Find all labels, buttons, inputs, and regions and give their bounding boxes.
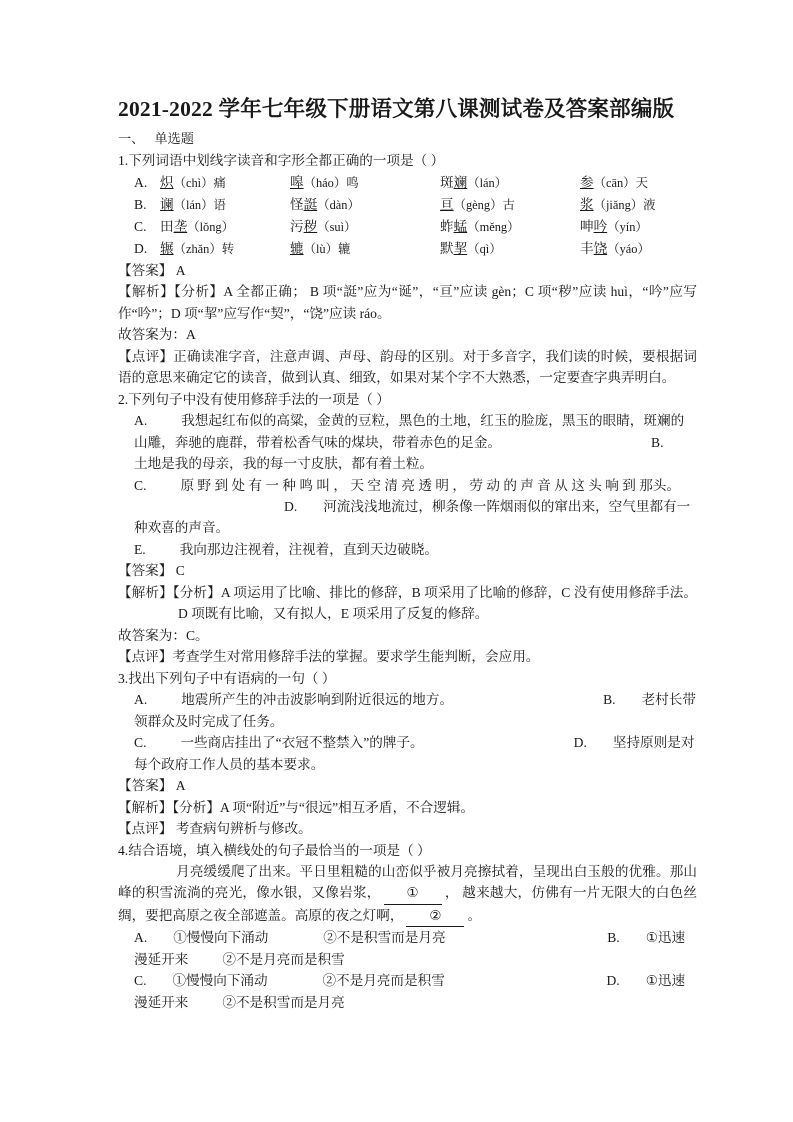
question-2-analysis bbox=[118, 582, 697, 625]
pinyin-cell bbox=[440, 194, 580, 216]
question-3-option-a bbox=[118, 689, 697, 732]
pinyin-cell bbox=[580, 172, 710, 194]
question-3-comment: 【点评】 考查病句辨析与修改。 bbox=[118, 821, 312, 837]
option-label: B. bbox=[607, 930, 620, 946]
pinyin-underlined-char: 炽 bbox=[160, 174, 174, 190]
option-label: A. bbox=[134, 930, 148, 946]
option-text-first: ①迅速漫延开来 bbox=[134, 973, 686, 1010]
pinyin-reading: （suì） bbox=[317, 219, 357, 234]
option-label: A. bbox=[134, 174, 148, 190]
option-text-second: ②不是月亮而是积雪 bbox=[222, 951, 345, 967]
pinyin-underlined-char: 斓 bbox=[453, 174, 468, 190]
question-1-analysis: 【解析】【分析】A 全都正确； B 项“誔”应为“诞”，“亘”应读 gèn；C 项“秽”应读 huì，“吟”应写作“吟”；D 项“挈”应写作“契”，“饶”应读 ráo。 bbox=[118, 284, 697, 321]
option-label: D. bbox=[284, 499, 298, 515]
pinyin-reading: （lán）语 bbox=[173, 197, 226, 212]
pinyin-underlined-char: 嗥 bbox=[290, 174, 304, 190]
pinyin-cell bbox=[580, 194, 710, 216]
question-3-answer: 【答案】 A bbox=[118, 778, 186, 794]
question-4-stem: 4.结合语境，填入横线处的句子最恰当的一项是（ ） bbox=[118, 842, 431, 858]
question-1-comment: 【点评】正确读准字音，注意声调、声母、韵母的区别。对于多音字，我们读的时候，要根据词语的意思来确定它的读音，做到认真、细致，如果对某个字不大熟悉，一定要查字典弄明白。 bbox=[118, 348, 697, 386]
question-3-stem: 3.找出下列句子中有语病的一句（ ） bbox=[118, 670, 336, 686]
pinyin-pre: 默 bbox=[440, 240, 454, 256]
pinyin-underlined-char: 亘 bbox=[440, 196, 454, 212]
question-1-option-a bbox=[118, 172, 697, 194]
passage-part-2: 那山峰的积雪流淌的亮光，像水银，又像岩浆， bbox=[118, 863, 698, 901]
pinyin-pre: 污 bbox=[290, 218, 304, 234]
section-label: 单选题 bbox=[154, 130, 194, 146]
question-3-analysis: 【解析】【分析】A 项“附近”与“很远”相互矛盾，不合逻辑。 bbox=[118, 799, 475, 815]
question-1-option-c bbox=[118, 216, 697, 238]
option-label: D. bbox=[573, 735, 587, 751]
question-4-passage bbox=[118, 861, 697, 927]
pinyin-cell bbox=[160, 172, 290, 194]
pinyin-reading: （yáo） bbox=[607, 241, 650, 256]
question-2-stem: 2.下列句子中没有使用修辞手法的一项是（ ） bbox=[118, 391, 390, 407]
option-text: 土地是我的母亲，我的每一寸皮肤，都有着土粒。 bbox=[134, 456, 434, 472]
pinyin-cell bbox=[580, 216, 710, 238]
page-title: 2021-2022 学年七年级下册语文第八课测试卷及答案部编版 bbox=[118, 97, 675, 121]
pinyin-pre: 怪 bbox=[290, 196, 304, 212]
option-label: A. bbox=[134, 692, 148, 708]
pinyin-underlined-char: 浆 bbox=[580, 196, 594, 212]
pinyin-underlined-char: 辘 bbox=[290, 240, 304, 256]
option-text: 我向那边注视着，注视着，直到天边破晓。 bbox=[179, 541, 438, 557]
pinyin-cell bbox=[440, 238, 580, 260]
option-text: 原 野 到 处 有 一 种 鸣 叫 ， 天 空 清 亮 透 明 ， 劳 动 的 声 音 从 这 头 响 到 那头。 bbox=[180, 477, 681, 493]
pinyin-cell bbox=[580, 238, 710, 260]
pinyin-reading: （chì）痛 bbox=[173, 175, 226, 190]
pinyin-cell bbox=[440, 172, 580, 194]
option-label: D. bbox=[606, 973, 620, 989]
option-label: B. bbox=[134, 196, 147, 212]
option-text: 地震所产生的冲击波影响到附近很远的地方。 bbox=[181, 692, 454, 708]
pinyin-reading: （dàn） bbox=[317, 197, 360, 212]
pinyin-reading: （háo）鸣 bbox=[303, 175, 359, 190]
pinyin-reading: （cān）天 bbox=[593, 175, 648, 190]
pinyin-reading: （lán） bbox=[467, 175, 508, 190]
pinyin-underlined-char: 誔 bbox=[303, 196, 318, 212]
question-1-option-b bbox=[118, 194, 697, 216]
question-2-conclusion: 故答案为：C。 bbox=[118, 627, 209, 643]
passage-part-4: 。 bbox=[467, 907, 482, 923]
option-text: 我想起红布似的高粱，金黄的豆粒，黑色的土地，红玉的脸庞，黑玉的眼睛，斑斓的山雕，奔驰的鹿群，带着松香气味的煤块，带着赤色的足金。 bbox=[134, 413, 685, 450]
passage-part-1: 月亮缓缓爬了出来。平日里粗糙的山峦似乎被月亮擦拭着，呈现出白玉般的优雅。 bbox=[176, 863, 670, 879]
option-text-second: ②不是月亮而是积雪 bbox=[322, 973, 445, 989]
pinyin-underlined-char: 垄 bbox=[173, 218, 188, 234]
blank-1[interactable]: ① bbox=[384, 882, 442, 904]
section-number: 一、 bbox=[118, 130, 145, 146]
option-text: 河流浅浅地流过，柳条像一阵烟雨似的窜出来，空气里都有一种欢喜的声音。 bbox=[134, 499, 691, 536]
blank-2[interactable]: ② bbox=[406, 905, 464, 927]
pinyin-cell bbox=[290, 238, 440, 260]
pinyin-underlined-char: 参 bbox=[580, 174, 594, 190]
question-4-option-c bbox=[118, 970, 697, 1013]
pinyin-reading: （zhǎn）转 bbox=[173, 241, 235, 256]
question-2-option-e bbox=[118, 539, 697, 560]
analysis-part-2: D 项既有比喻，又有拟人，E 项采用了反复的修辞。 bbox=[178, 606, 489, 622]
option-text-second: ②不是积雪而是月亮 bbox=[323, 930, 446, 946]
option-text-first: ①慢慢向下涌动 bbox=[172, 973, 268, 989]
pinyin-underlined-char: 蜢 bbox=[453, 218, 468, 234]
pinyin-underlined-char: 饶 bbox=[593, 240, 608, 256]
question-1-stem: 1.下列词语中划线字读音和字形全都正确的一项是（ ） bbox=[118, 153, 445, 169]
pinyin-cell bbox=[290, 216, 440, 238]
question-2-option-c bbox=[118, 475, 697, 539]
pinyin-underlined-char: 秽 bbox=[303, 218, 318, 234]
option-text-first: ①慢慢向下涌动 bbox=[173, 930, 269, 946]
pinyin-pre: 蚱 bbox=[440, 218, 454, 234]
question-2-option-a bbox=[118, 410, 697, 474]
option-label: C. bbox=[134, 973, 147, 989]
pinyin-cell bbox=[160, 238, 290, 260]
question-1-answer: 【答案】 A bbox=[118, 262, 186, 278]
pinyin-cell bbox=[440, 216, 580, 238]
pinyin-pre: 丰 bbox=[580, 240, 594, 256]
option-label: C. bbox=[134, 735, 147, 751]
pinyin-underlined-char: 谰 bbox=[160, 196, 174, 212]
pinyin-underlined-char: 吟 bbox=[593, 218, 608, 234]
question-4-option-a bbox=[118, 927, 697, 970]
pinyin-underlined-char: 挈 bbox=[453, 240, 468, 256]
option-text: 一些商店挂出了“衣冠不整禁入”的牌子。 bbox=[180, 735, 424, 751]
question-1-option-d bbox=[118, 238, 697, 260]
option-label: B. bbox=[603, 692, 616, 708]
option-text-first: ①迅速漫延开来 bbox=[134, 930, 686, 967]
pinyin-reading: （lǒng） bbox=[187, 219, 234, 234]
option-label: B. bbox=[651, 434, 664, 450]
pinyin-reading: （lù）辘 bbox=[303, 241, 351, 256]
option-label: C. bbox=[134, 477, 147, 493]
option-label: A. bbox=[134, 413, 148, 429]
pinyin-cell bbox=[160, 216, 290, 238]
option-text: 老村长带领群众及时完成了任务。 bbox=[134, 692, 696, 729]
option-text: 坚持原则是对每个政府工作人员的基本要求。 bbox=[134, 735, 695, 772]
pinyin-reading: （gèng）古 bbox=[453, 197, 515, 212]
option-label: D. bbox=[134, 240, 148, 256]
pinyin-underlined-char: 辗 bbox=[160, 240, 174, 256]
pinyin-reading: （qì） bbox=[467, 241, 502, 256]
option-label: C. bbox=[134, 218, 147, 234]
pinyin-cell bbox=[290, 194, 440, 216]
question-2-comment: 【点评】考查学生对常用修辞手法的掌握。要求学生能判断，会应用。 bbox=[118, 649, 540, 665]
section-heading bbox=[118, 129, 697, 149]
option-label: E. bbox=[134, 541, 146, 557]
question-3-option-c bbox=[118, 732, 697, 775]
pinyin-reading: （jiǎng）液 bbox=[593, 197, 656, 212]
pinyin-cell bbox=[290, 172, 440, 194]
pinyin-pre: 呻 bbox=[580, 218, 594, 234]
pinyin-pre: 田 bbox=[160, 218, 174, 234]
analysis-part-1: 【解析】【分析】A 项运用了比喻、排比的修辞，B 项采用了比喻的修辞，C 没有使用修辞手法。 bbox=[118, 584, 697, 600]
pinyin-reading: （yín） bbox=[607, 219, 648, 234]
pinyin-cell bbox=[160, 194, 290, 216]
pinyin-reading: （měng） bbox=[467, 219, 520, 234]
question-1-conclusion: 故答案为：A bbox=[118, 327, 196, 343]
pinyin-pre: 斑 bbox=[440, 174, 454, 190]
passage-part-3: ， 越来越大，仿佛有一片无限大的白色丝绸，要把高原之夜全部遮盖。高原的夜之灯啊， bbox=[118, 885, 697, 923]
option-text-second: ②不是积雪而是月亮 bbox=[222, 994, 345, 1010]
question-2-answer: 【答案】 C bbox=[118, 563, 185, 579]
